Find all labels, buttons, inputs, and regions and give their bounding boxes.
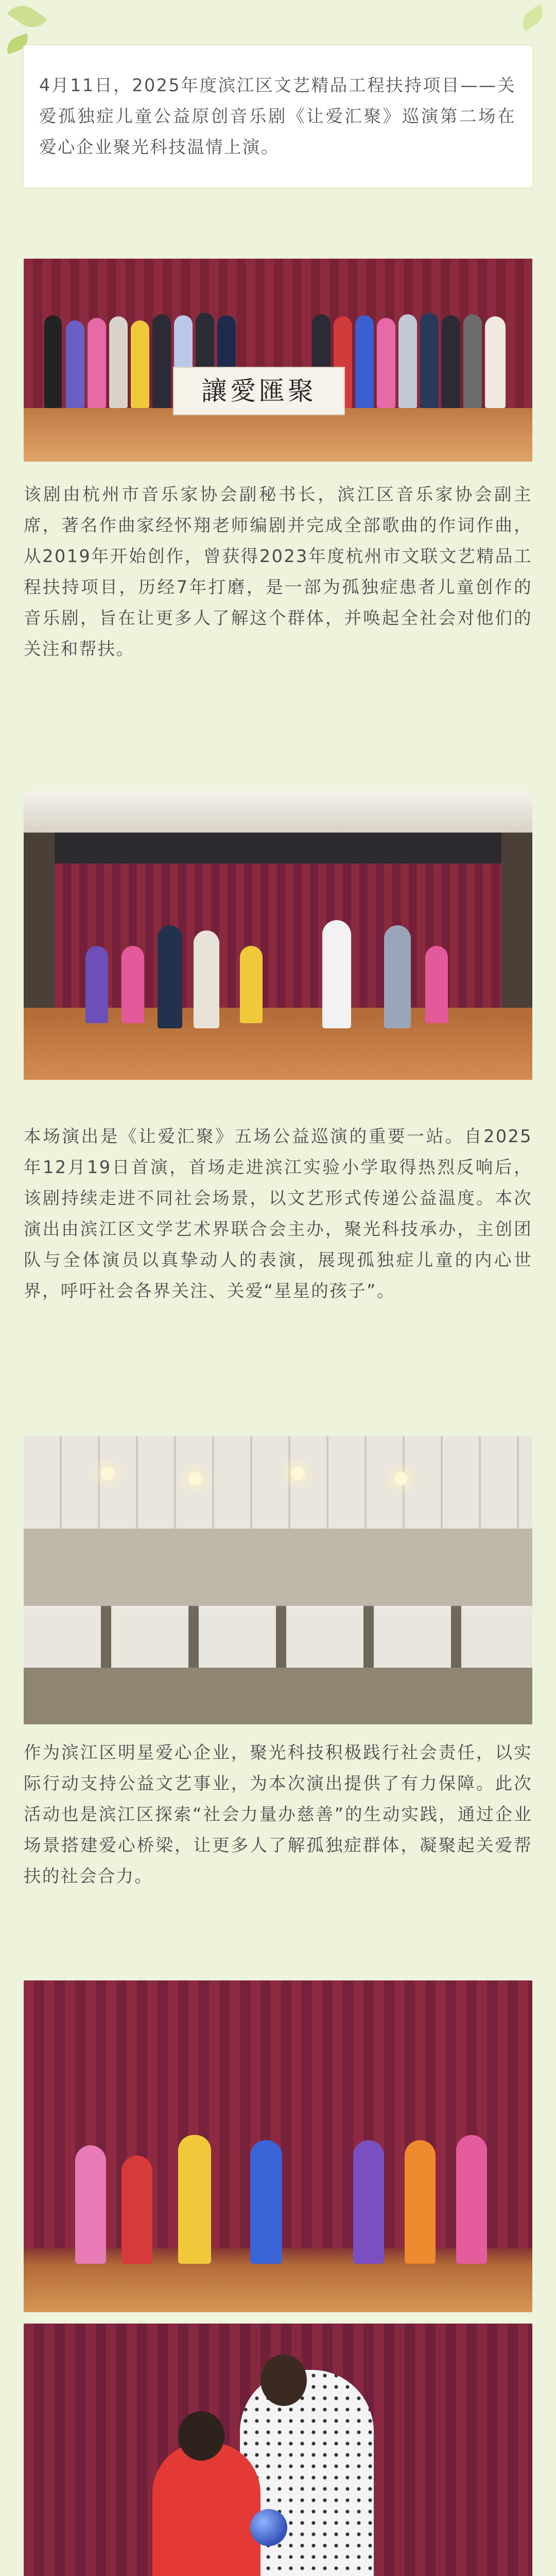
leaf-decoration [517, 4, 548, 31]
paragraph-2: 本场演出是《让爱汇聚》五场公益巡演的重要一站。自2025年12月19日首演，首场走进滨江实验小学取得热烈反响后，该剧持续走进不同社会场景，以文艺形式传递公益温度。本次演出由滨江区文学艺术界联合会主办，聚光科技承办，主创团队与全体演员以真挚动人的表演，展现孤独症儿童的内心世界，呼吁社会各界关注、关爱“星星的孩子”。 [24, 1126, 532, 1301]
hall-ceiling [24, 1436, 532, 1529]
event-banner: 讓愛匯聚 [173, 367, 345, 415]
ball [250, 2509, 287, 2546]
audience-desks [24, 1606, 532, 1668]
stage-performance-photo [24, 791, 532, 1080]
leaf-decoration [7, 0, 47, 35]
children-performance-photo [24, 1980, 532, 2312]
paragraph-3: 作为滨江区明星爱心企业，聚光科技积极践行社会责任，以实际行动支持公益文艺事业，为本次演出提供了有力保障。此次活动也是滨江区探索“社会力量办慈善”的生动实践，通过企业场景搭建爱心桥梁，让更多人了解孤独症群体，凝聚起关爱帮扶的社会合力。 [24, 1742, 532, 1886]
intro-text: 4月11日，2025年度滨江区文艺精品工程扶持项目——关爱孤独症儿童公益原创音乐剧《让爱汇聚》巡演第二场在爱心企业聚光科技温情上演。 [39, 75, 516, 157]
paragraph-1: 该剧由杭州市音乐家协会副秘书长，滨江区音乐家协会副主席，著名作曲家经怀翔老师编剧并完成全部歌曲的作词作曲，从2019年开始创作，曾获得2023年度杭州市文联文艺精品工程扶持项目，历经7年打磨，是一部为孤独症患者儿童创作的音乐剧，旨在让更多人了解这个群体，并唤起全社会对他们的关注和帮扶。 [24, 484, 532, 659]
mother-child-photo [24, 2324, 532, 2576]
stage-floor [24, 408, 532, 462]
hall-ceiling [24, 791, 532, 833]
intro-card [24, 45, 532, 188]
group-photo [24, 259, 532, 462]
audience-photo [24, 1436, 532, 1724]
